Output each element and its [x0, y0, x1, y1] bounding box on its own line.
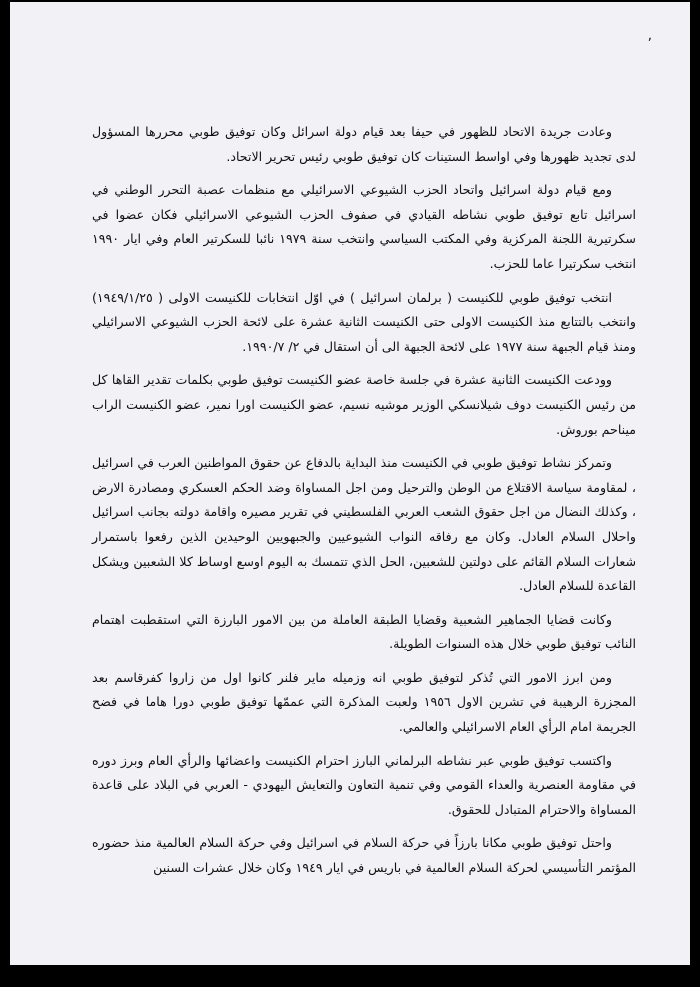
paragraph: وعادت جريدة الاتحاد للظهور في حيفا بعد قيام دولة اسرائل وكان توفيق طوبي محررها المسؤول لدى تجديد ظهورها وفي اواسط الستينات كان توفيق طوبي رئيس تحرير الاتحاد. [92, 124, 636, 164]
corner-mark: ٬ [647, 36, 652, 52]
paragraph: ومن ابرز الامور التي تُذكر لتوفيق طوبي انه وزميله ماير فلنر كانوا اول من زاروا كفرقاسم بعد المجزرة الرهيبة في تشرين الاول ١٩٥٦ ولعبت المذكرة التي عممّها توفيق طوبي دورا هاما في فضح الجريمة امام الرأي العام الاسرائيلي والعالمي. [92, 669, 636, 735]
paragraph: وتمركز نشاط توفيق طوبي في الكنيست منذ البداية بالدفاع عن حقوق المواطنين العرب في اسرائيل ، لمقاومة سياسة الاقتلاع من الوطن والترحيل ومن اجل المساواة وضد الحكم العسكري ومصادرة الارض ، وكذلك النضال من اجل حقوق الشعب العربي الفلسطيني في تقرير مصيره واقامة دولته بجانب اسرائيل واحلال السلام العادل. وكان مع رفاقه النواب الشيوعيين والجبهويين الوحيدين الذين رفعوا باستمرار شعارات السلام القائم على دولتين للشعبين، الحل الذي تتمسك به اليوم اوسع اوساط كلا الشعبين ويشكل القاعدة للسلام العادل. [92, 455, 636, 594]
paragraph: وكانت قضايا الجماهير الشعبية وقضايا الطبقة العاملة من بين الامور البارزة التي استقطبت اهتمام النائب توفيق طوبي خلال هذه السنوات الطويلة. [92, 611, 636, 652]
document-page [10, 2, 690, 965]
paragraph: وودعت الكنيست الثانية عشرة في جلسة خاصة عضو الكنيست توفيق طوبي بكلمات تقدير القاها كل من رئيس الكنيست دوف شيلانسكي الوزير موشيه نسيم، عضو الكنيست اورا نمير، عضو الكنيست الراب ميناحم بوروش. [92, 372, 636, 437]
paragraph: انتخب توفيق طوبي للكنيست ( برلمان اسرائيل ) في اوّل انتخابات للكنيست الاولى ( ١٩٤٩/١/٢٥) وانتخب بالتتابع منذ الكنيست الاولى حتى الكنيست الثانية عشرة على لائحة الحزب الشيوعي الاسرائيلي ومنذ قيام الجبهة سنة ١٩٧٧ على لائحة الجبهة الى أن استقال في ٢/ ١٩٩٠/٧. [92, 289, 636, 354]
paragraph: ومع قيام دولة اسرائيل واتحاد الحزب الشيوعي الاسرائيلي مع منظمات عصبة التحرر الوطني في اسرائيل تابع توفيق طوبي نشاطه القيادي في صفوف الحزب الشيوعي الاسرائيلي فكان عضوا في سكرتيرية اللجنة المركزية وفي المكتب السياسي وانتخب سنة ١٩٧٩ نائبا للسكرتير العام وفي ايار ١٩٩٠ انتخب سكرتيرا عاما للحزب. [92, 182, 636, 271]
body-text [92, 120, 636, 890]
paragraph: واحتل توفيق طوبي مكانا بارزاً في حركة السلام في اسرائيل وفي حركة السلام العالمية منذ حضوره المؤتمر التأسيسي لحركة السلام العالمية في باريس في ايار ١٩٤٩ وكان خلال عشرات السنين [92, 835, 636, 876]
paragraph: واكتسب توفيق طوبي عبر نشاطه البرلماني البارز احترام الكنيست واعضائها والرأي العام وبرز دوره في مقاومة العنصرية والعداء القومي وفي تنمية التعاون والتعايش اليهودي - العربي في البلاد على قاعدة المساواة والاحترام المتبادل للحقوق. [92, 752, 636, 817]
